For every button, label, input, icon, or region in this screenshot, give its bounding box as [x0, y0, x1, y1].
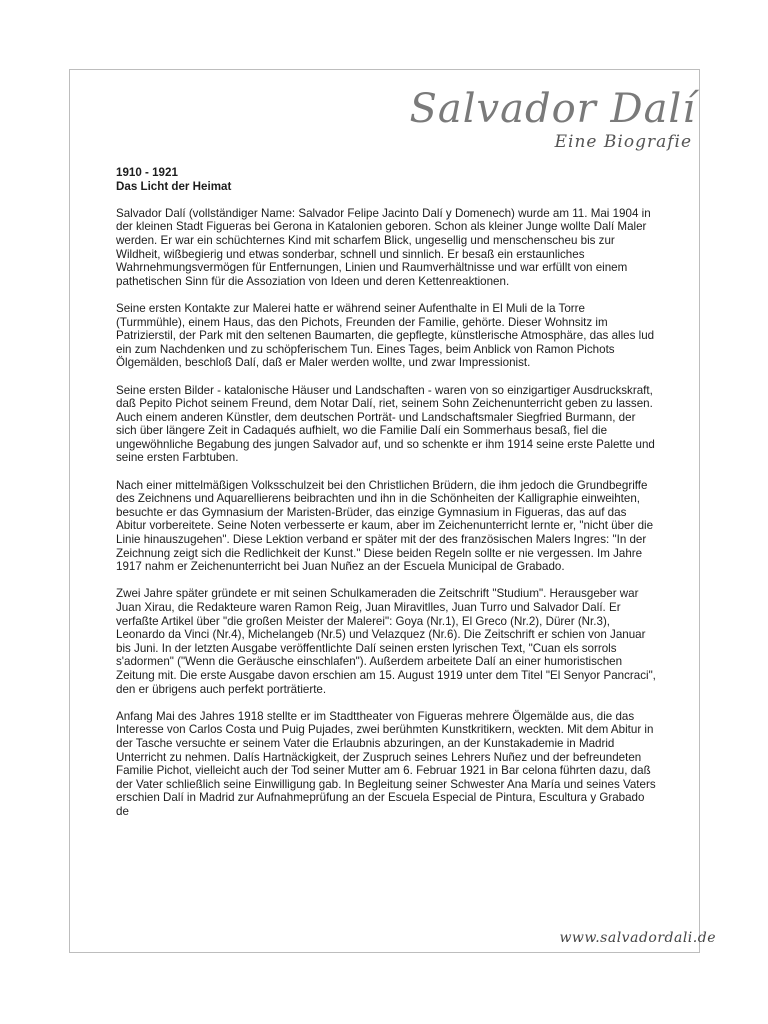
logo-title: Salvador Dalí: [409, 86, 696, 132]
paragraph: Zwei Jahre später gründete er mit seinen Schulkameraden die Zeitschrift "Studium". Herausgeber war Juan Xirau, die Redakteure waren Ramon Reig, Juan Miravitlles, Juan Turro und Salvador Dalí. Er verfaßte Artikel über "die großen Meister der Malerei": Goya (Nr.1), El Greco (Nr.2), Dürer (Nr.3), Leonardo da Vinci (Nr.4), Michelangeb (Nr.5) und Velazquez (Nr.6). Die Zeitschrift er schien von Januar bis Juni. In der letzten Ausgabe veröffentlichte Dalí seinen ersten lyrischen Text, "Cuan els sorrols s'adormen" ("Wenn die Geräusche einschlafen"). Außerdem arbeitete Dalí an einer humoristischen Zeitung mit. Die erste Ausgabe davon erschien am 15. August 1919 unter dem Titel "El Senyor Pancraci", den er übrigens auch perfekt porträtierte.: [116, 587, 656, 696]
document-body: [116, 166, 656, 832]
footer-website-url: www.salvadordali.de: [559, 930, 716, 946]
paragraph: Salvador Dalí (vollständiger Name: Salvador Felipe Jacinto Dalí y Domenech) wurde am 11. Mai 1904 in der kleinen Stadt Figueras bei Gerona in Katalonien geboren. Schon als kleiner Junge wollte Dalí Maler werden. Er war ein schüchternes Kind mit scharfem Blick, ungesellig und menschenscheu bis zur Wildheit, wißbegierig und etwas sonderbar, schnell und sinnlich. Er besaß ein erstaunliches Wahrnehmungsvermögen für Entfernungen, Linien und Raumverhältnisse und war erfüllt von einem pathetischen Sinn für die Assoziation von Ideen und deren Kettenreaktionen.: [116, 206, 651, 288]
paragraph: Seine ersten Kontakte zur Malerei hatte er während seiner Aufenthalte in El Muli de la Torre (Turmmühle), einem Haus, das den Pichots, Freunden der Familie, gehörte. Dieser Wohnsitz im Patrizierstil, der Park mit den seltenen Baumarten, die gepflegte, künstlerische Atmosphäre, das alles lud ein zum Nachdenken und zu schöpferischem Tun. Eines Tages, beim Anblick von Ramon Pichots Ölgemälden, beschloß Dalí, daß er Maler werden wollte, und zwar Impressionist.: [116, 301, 655, 370]
paragraph: Seine ersten Bilder - katalonische Häuser und Landschaften - waren von so einzigartiger Ausdruckskraft, daß Pepito Pichot seinem Freund, dem Notar Dalí, riet, seinem Sohn Zeichenunterricht geben zu lassen. Auch einem anderen Künstler, dem deutschen Porträt- und Landschaftsmaler Siegfried Burmann, der sich über längere Zeit in Cadaqués aufhielt, wo die Familie Dalí ein Sommerhaus besaß, fiel die ungewöhnliche Begabung des jungen Salvador auf, und so schenkte er ihm 1914 seine erste Palette und seine ersten Farbtuben.: [116, 383, 655, 465]
paragraph: Nach einer mittelmäßigen Volksschulzeit bei den Christlichen Brüdern, die ihm jedoch die Grundbegriffe des Zeichnens und Aquarellierens beibrachten und ihn in die Schönheiten der Kalligraphie einweihten, besuchte er das Gymnasium der Maristen-Brüder, das einzige Gymnasium in Figueras, das auf das Abitur vorbereitete. Seine Noten verbesserte er kaum, aber im Zeichenunterricht lernte er, "nicht über die Linie hinauszugehen". Diese Lektion verband er später mit der des französischen Malers Ingres: "In der Zeichnung zeigt sich die Redlichkeit der Kunst." Diese beiden Regeln sollte er nie vergessen. Im Jahre 1917 nahm er Zeichenunterricht bei Juan Nuñez an der Escuela Municipal de Grabado.: [116, 478, 654, 574]
logo-subtitle: Eine Biografie: [554, 132, 692, 152]
section-years: 1910 - 1921: [116, 166, 178, 179]
section-heading: [116, 166, 656, 193]
logo: [409, 86, 696, 152]
paragraph: Anfang Mai des Jahres 1918 stellte er im Stadttheater von Figueras mehrere Ölgemälde aus, die das Interesse von Carlos Costa und Puig Pujades, zwei berühmten Kunstkritikern, weckten. Mit dem Abitur in der Tasche versuchte er seinem Vater die Erlaubnis abzuringen, an der Kunstakademie in Madrid Unterricht zu nehmen. Dalís Hartnäckigkeit, der Zuspruch seines Lehrers Nuñez und der befreundeten Familie Pichot, vielleicht auch der Tod seiner Mutter am 6. Februar 1921 in Bar celona führten dazu, daß der Vater schließlich seine Einwilligung gab. In Begleitung seiner Schwester Ana María und seines Vaters erschien Dalí in Madrid zur Aufnahmeprüfung an der Escuela Especial de Pintura, Escultura y Grabado de: [116, 709, 656, 818]
section-title: Das Licht der Heimat: [116, 179, 232, 193]
